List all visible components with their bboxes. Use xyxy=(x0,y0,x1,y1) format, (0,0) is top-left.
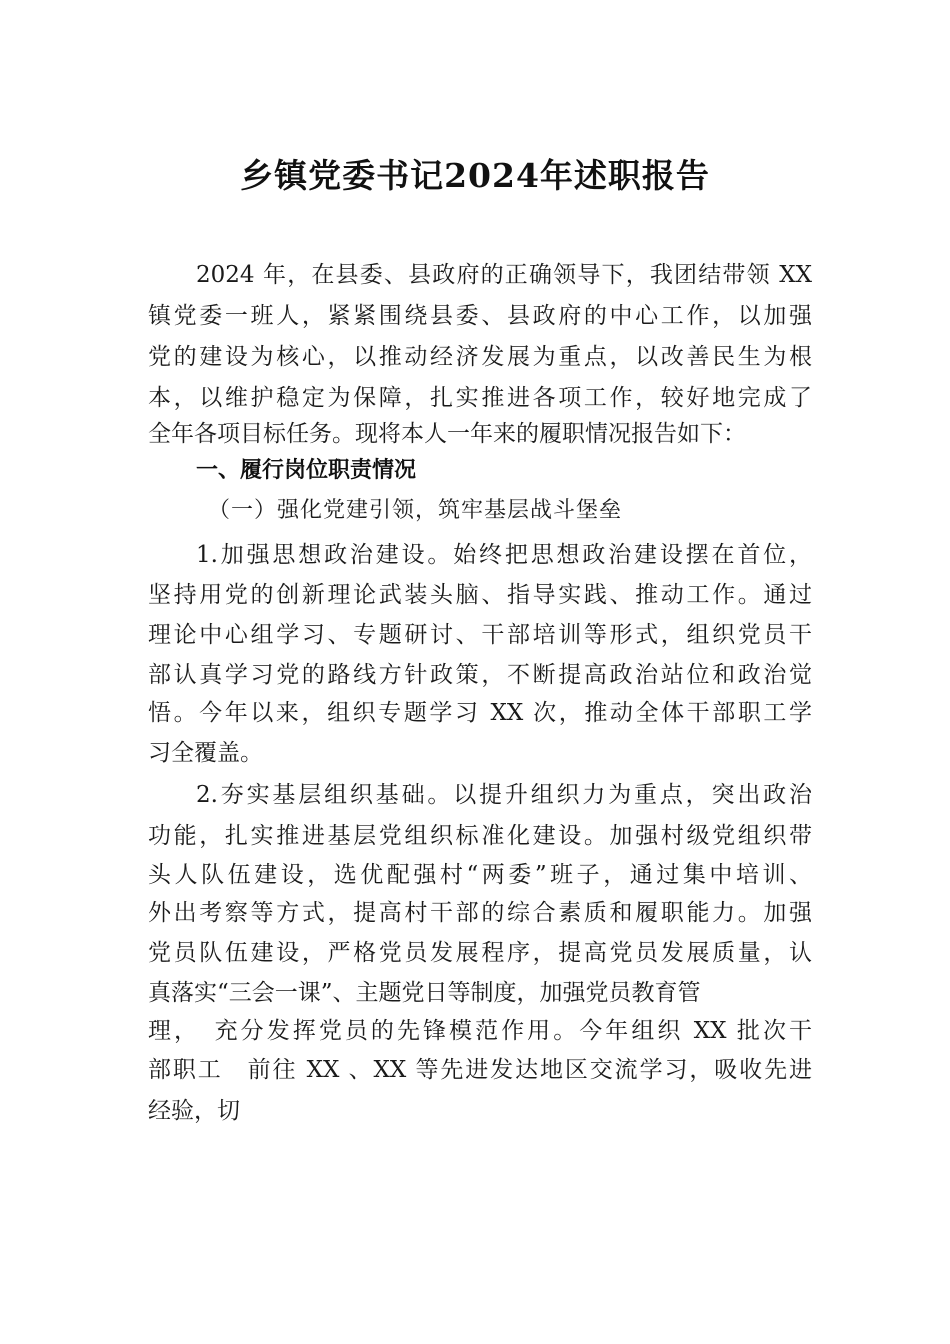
subsection-heading: （一）强化党建引领，筑牢基层战斗堡垒 xyxy=(208,498,623,523)
paragraph-line: 真落实“三会一课”、主题党日等制度，加强党员教育管 xyxy=(148,980,701,1006)
paragraph-line: 经验，切 xyxy=(148,1098,240,1124)
paragraph-line: 头人队伍建设，选优配强村“两委”班子，通过集中培训、 xyxy=(148,862,812,888)
paragraph-line: 镇党委一班人，紧紧围绕县委、县政府的中心工作，以加强 xyxy=(148,303,812,329)
paragraph-line: 习全覆盖。 xyxy=(148,740,263,766)
paragraph-line: 坚持用党的创新理论武装头脑、指导实践、推动工作。通过 xyxy=(148,582,812,608)
paragraph-line: 部认真学习党的路线方针政策，不断提高政治站位和政治觉 xyxy=(148,662,812,688)
paragraph-line: 党的建设为核心，以推动经济发展为重点，以改善民生为根 xyxy=(148,344,812,370)
paragraph-line: 党员队伍建设，严格党员发展程序，提高党员发展质量，认 xyxy=(148,940,812,966)
paragraph-line: 外出考察等方式，提高村干部的综合素质和履职能力。加强 xyxy=(148,900,812,926)
paragraph-line: 1.加强思想政治建设。始终把思想政治建设摆在首位， xyxy=(196,542,812,568)
paragraph-line: 功能，扎实推进基层党组织标准化建设。加强村级党组织带 xyxy=(148,823,812,849)
paragraph-line: 本，以维护稳定为保障，扎实推进各项工作，较好地完成了 xyxy=(148,385,812,411)
paragraph-line: 理论中心组学习、专题研讨、干部培训等形式，组织党员干 xyxy=(148,622,812,648)
paragraph-line: 2.夯实基层组织基础。以提升组织力为重点，突出政治 xyxy=(196,782,812,808)
paragraph-line: 悟。今年以来，组织专题学习 XX 次，推动全体干部职工学 xyxy=(148,700,812,726)
paragraph-line: 全年各项目标任务。现将本人一年来的履职情况报告如下： xyxy=(148,421,746,447)
paragraph-line: 2024 年，在县委、县政府的正确领导下，我团结带领 XX xyxy=(196,262,812,288)
paragraph-line: 理， 充分发挥党员的先锋模范作用。今年组织 XX 批次干 xyxy=(148,1018,812,1044)
section-heading: 一、履行岗位职责情况 xyxy=(196,458,417,483)
document-title: 乡镇党委书记2024年述职报告 xyxy=(240,156,710,195)
paragraph-line: 部职工 前往 XX 、XX 等先进发达地区交流学习，吸收先进 xyxy=(148,1057,812,1083)
